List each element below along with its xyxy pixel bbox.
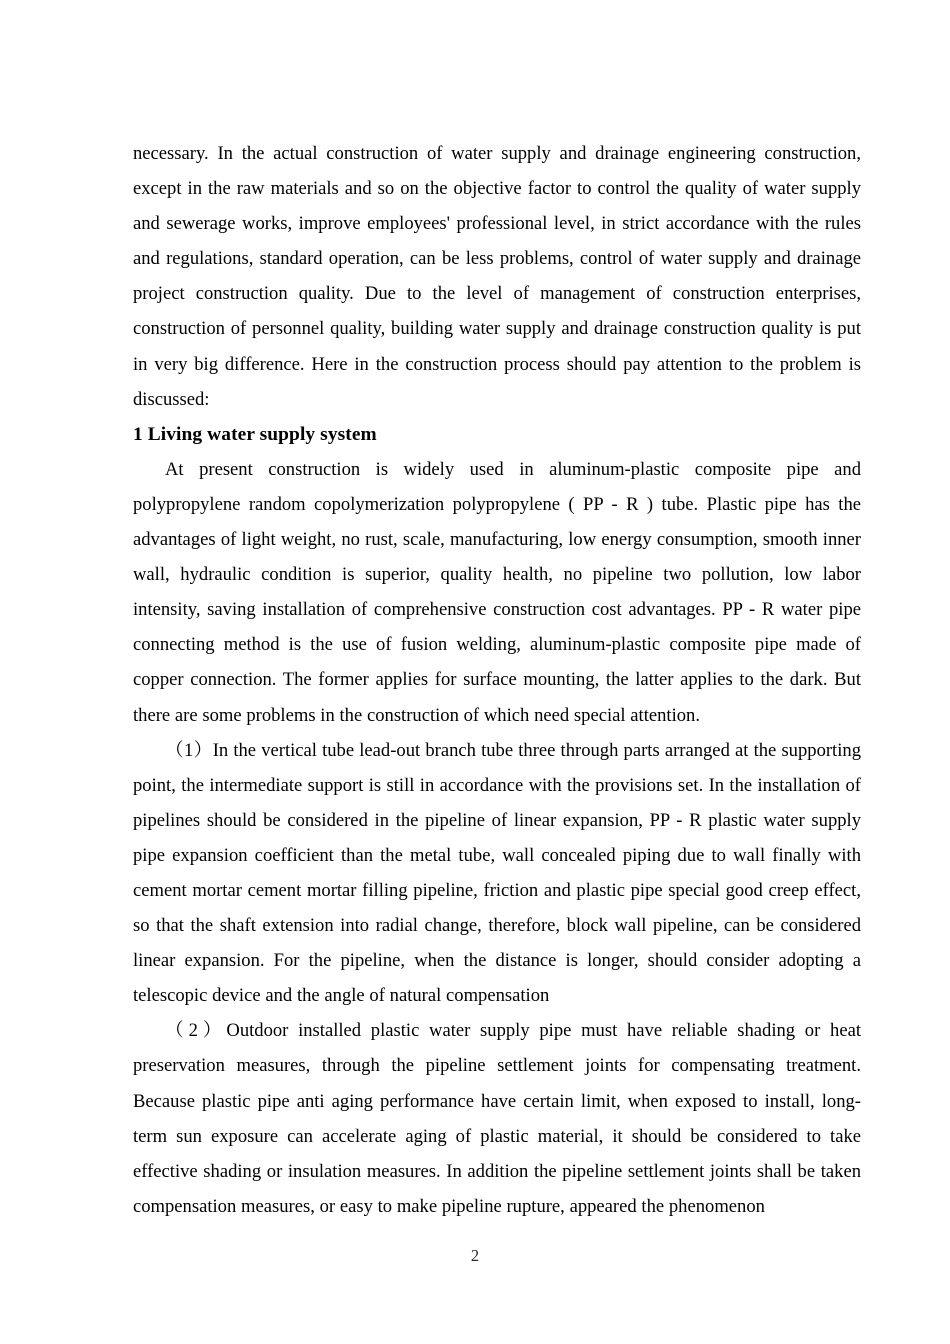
paragraph-continuation: necessary. In the actual construction of water supply and drainage engineering construction, except in the raw materials and so on the objective factor to control the quality of water supply and sewerage works, improve employees' professional level, in strict accordance with the rules and regulations, standard operation, can be less problems, control of water supply and drainage project construction quality. Due to the level of management of construction enterprises, construction of personnel quality, building water supply and drainage construction quality is put in very big difference. Here in the construction process should pay attention to the problem is discussed:: [133, 143, 861, 410]
paragraph-item-2: （2）Outdoor installed plastic water supply pipe must have reliable shading or heat preservation measures, through the pipeline settlement joints for compensating treatment. Because plastic pipe anti aging performance have certain limit, when exposed to install, long-term sun exposure can accelerate aging of plastic material, it should be considered to take effective shading or insulation measures. In addition the pipeline settlement joints shall be taken compensation measures, or easy to make pipeline rupture, appeared the phenomenon: [133, 1020, 861, 1217]
section-heading-living-water-supply-system: 1 Living water supply system: [133, 423, 377, 445]
paragraph-plastic-pipe-overview: At present construction is widely used in aluminum-plastic composite pipe and polypropylene random copolymerization polypropylene ( PP - R ) tube. Plastic pipe has the advantages of light weight, no rust, scale, manufacturing, low energy consumption, smooth inner wall, hydraulic condition is superior, quality health, no pipeline two pollution, low labor intensity, saving installation of comprehensive construction cost advantages. PP - R water pipe connecting method is the use of fusion welding, aluminum-plastic composite pipe made of copper connection. The former applies for surface mounting, the latter applies to the dark. But there are some problems in the construction of which need special attention.: [133, 458, 861, 726]
page-number: 2: [470, 1246, 480, 1265]
page-text-body: [133, 136, 861, 1224]
paragraph-item-1: （1）In the vertical tube lead-out branch tube three through parts arranged at the supporting point, the intermediate support is still in accordance with the provisions set. In the installation of pipelines should be considered in the pipeline of linear expansion, PP - R plastic water supply pipe expansion coefficient than the metal tube, wall concealed piping due to wall finally with cement mortar cement mortar filling pipeline, friction and plastic pipe special good creep effect, so that the shaft extension into radial change, therefore, block wall pipeline, can be considered linear expansion. For the pipeline, when the distance is longer, should consider adopting a telescopic device and the angle of natural compensation: [133, 739, 861, 1007]
